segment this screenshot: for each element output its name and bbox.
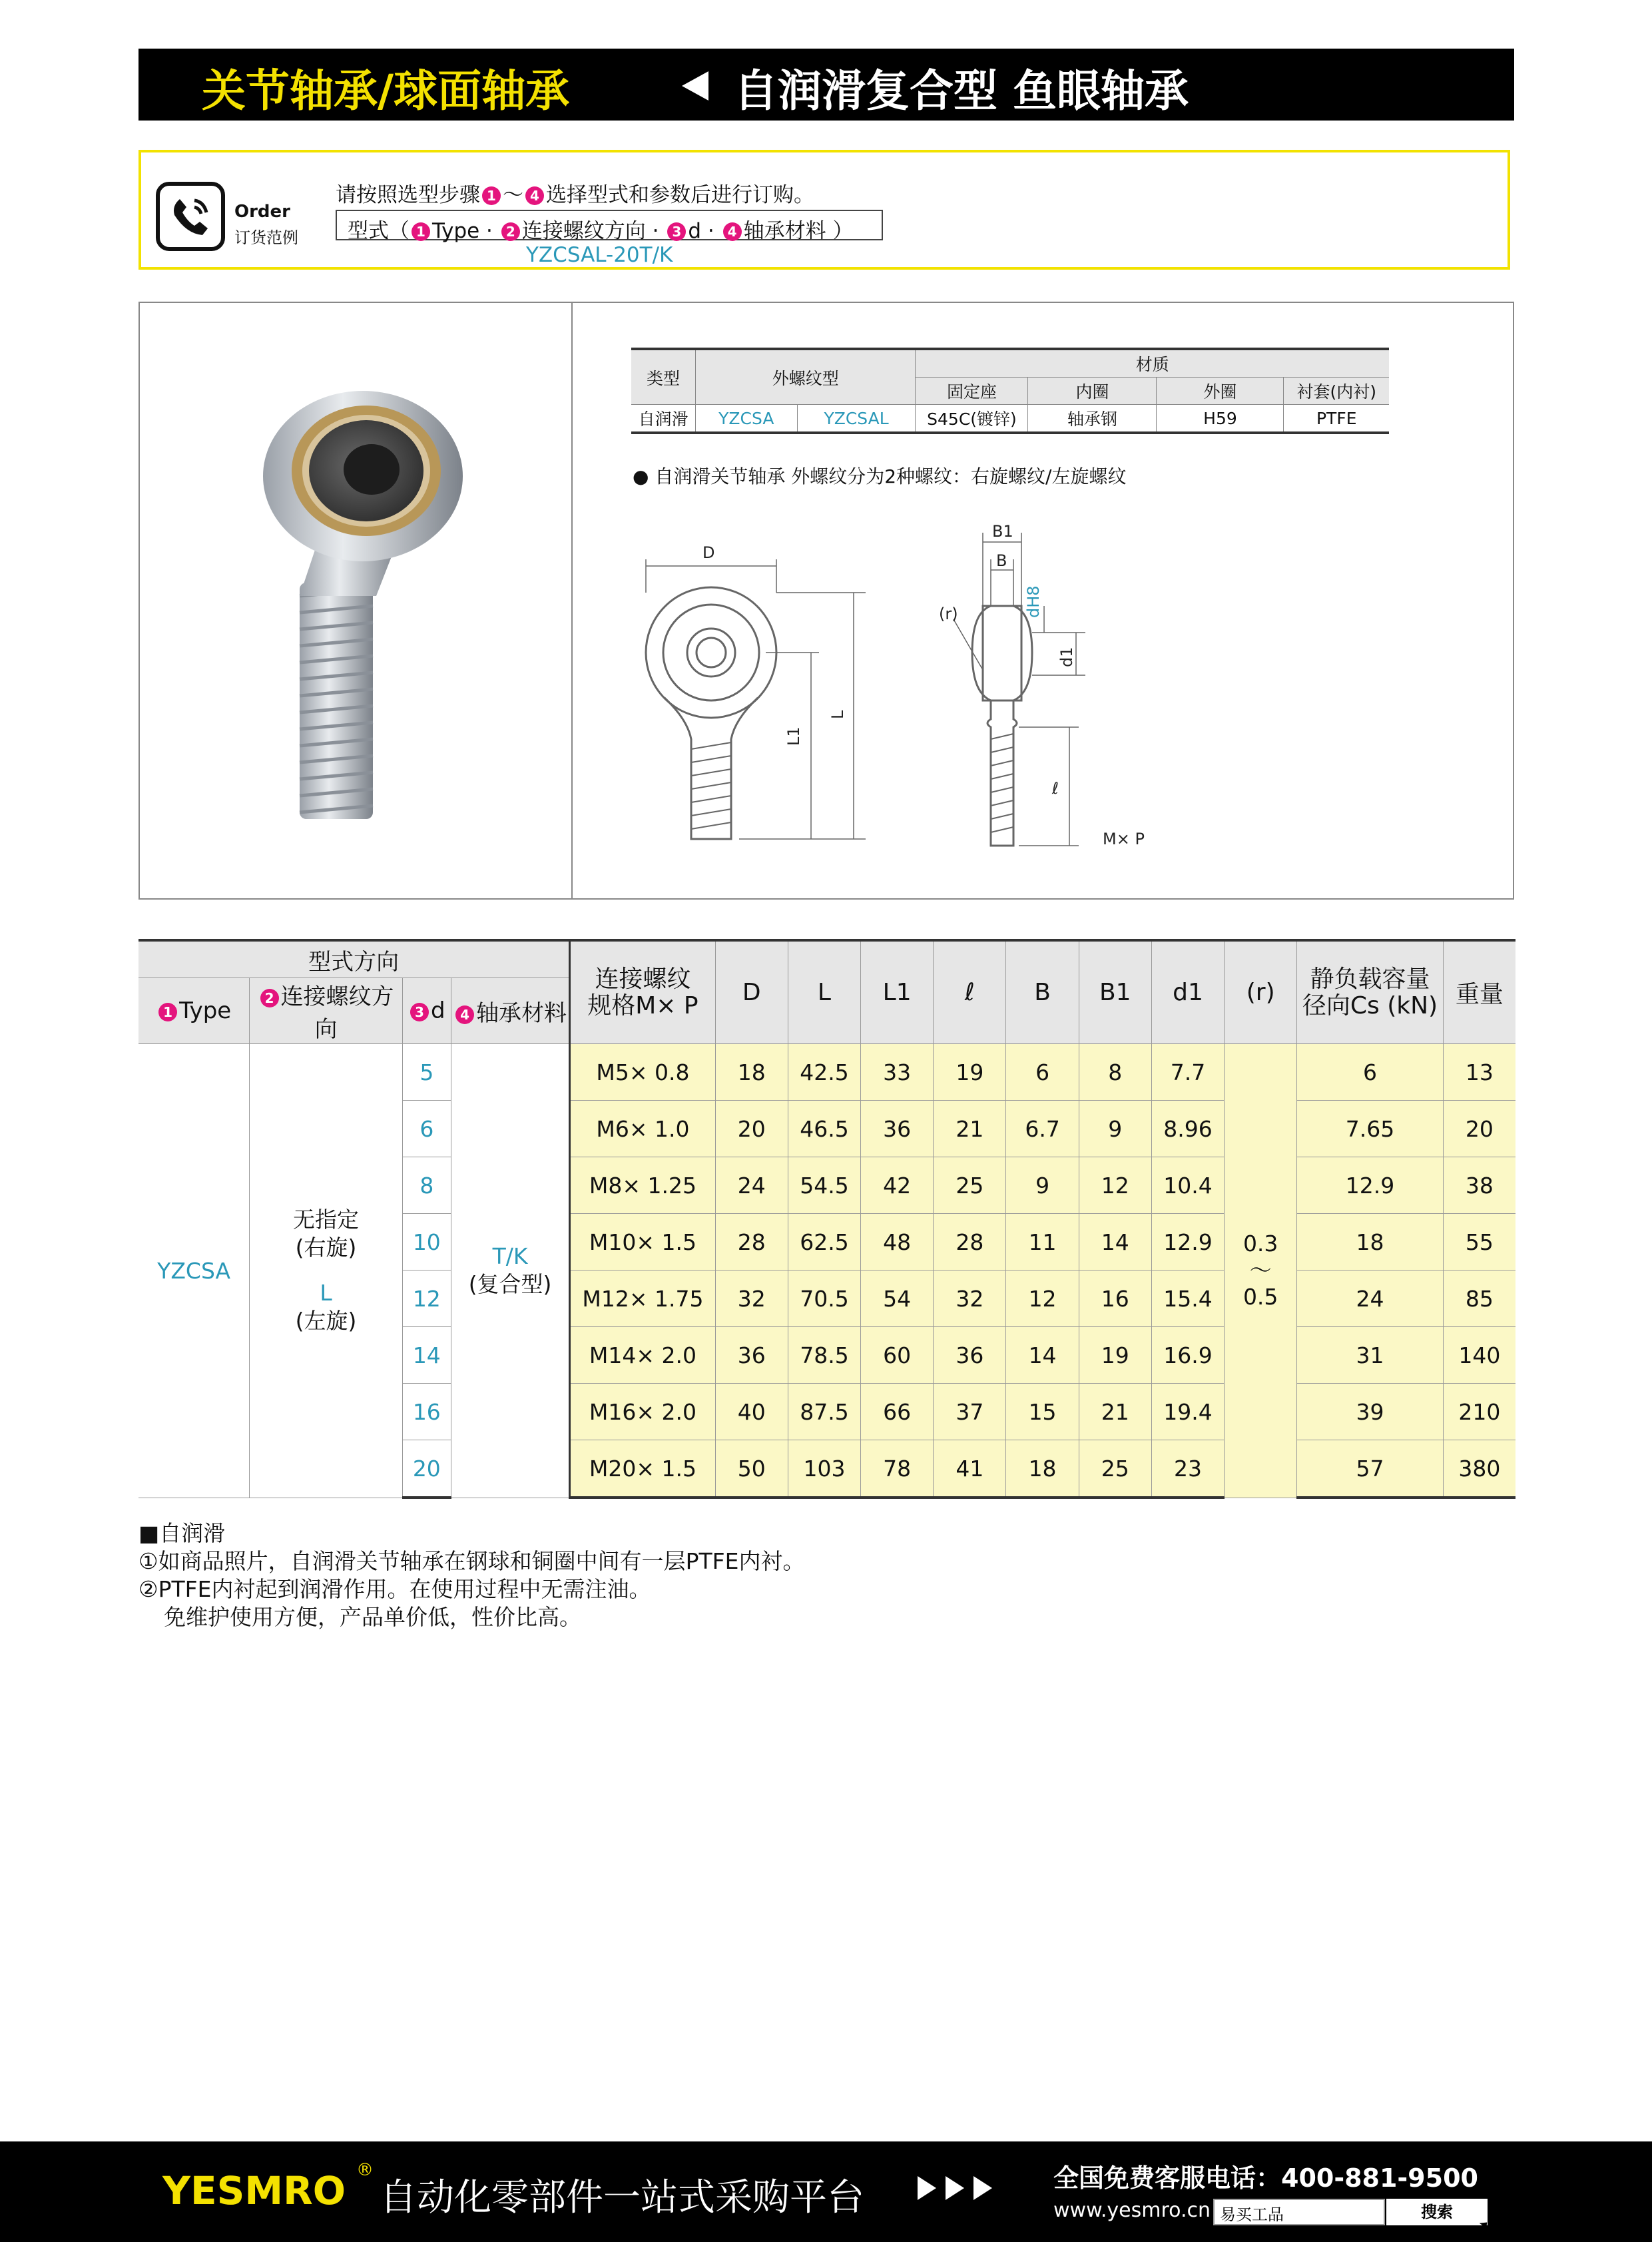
header-d-text: d: [431, 997, 445, 1024]
direction-L: L: [320, 1280, 332, 1306]
cell-outer: H59: [1157, 405, 1284, 433]
cell-l: 41: [934, 1440, 1006, 1498]
instruction-text-c: 选择型式和参数后进行订购。: [546, 183, 814, 207]
cell-L1: 48: [861, 1214, 934, 1270]
cell-D: 20: [715, 1101, 788, 1157]
header-D: D: [715, 940, 788, 1044]
order-instruction: [336, 178, 814, 208]
cell-code-right: YZCSA: [696, 405, 798, 433]
cell-l: 19: [934, 1044, 1006, 1101]
dim-D: D: [702, 543, 715, 562]
header-material: 材质: [916, 349, 1389, 378]
triangle-left-icon: [682, 71, 708, 101]
cell-L1: 60: [861, 1327, 934, 1384]
header-B: B: [1006, 940, 1079, 1044]
header-ell: ℓ: [934, 940, 1006, 1044]
cell-B1: 12: [1079, 1157, 1151, 1214]
cell-L1: 66: [861, 1384, 934, 1440]
cell-B: 11: [1006, 1214, 1079, 1270]
cell-B1: 25: [1079, 1440, 1151, 1498]
dim-d1: d1: [1057, 647, 1076, 667]
cell-weight: 13: [1443, 1044, 1515, 1101]
step-2-badge: 2: [260, 989, 279, 1007]
cell-r: [1225, 1044, 1297, 1498]
format-text-d: d ·: [688, 219, 714, 243]
dim-r: (r): [939, 605, 958, 623]
instruction-text-a: 请按照选型步骤: [336, 183, 480, 207]
search-input[interactable]: [1213, 2199, 1385, 2225]
cell-B1: 19: [1079, 1327, 1151, 1384]
cell-direction: [250, 1044, 402, 1498]
format-text-a: 型式（: [348, 219, 410, 243]
header-type-text: Type: [179, 997, 232, 1024]
material-desc: (复合型): [468, 1271, 552, 1298]
cell-load: 57: [1297, 1440, 1443, 1498]
order-example-code: YZCSAL-20T/K: [526, 243, 673, 267]
table-row: [138, 1044, 1515, 1101]
cell-load: 12.9: [1297, 1157, 1443, 1214]
notes-title: ■自润滑: [138, 1520, 226, 1546]
spec-body: [138, 1044, 1515, 1498]
dim-B1: B1: [992, 522, 1013, 541]
cell-weight: 85: [1443, 1270, 1515, 1327]
instruction-text-b: ～: [503, 183, 523, 207]
cell-l: 25: [934, 1157, 1006, 1214]
order-label-cn: 订货范例: [234, 228, 298, 247]
dim-MP: M× P: [1103, 830, 1145, 848]
cell-B: 9: [1006, 1157, 1079, 1214]
cell-load: 39: [1297, 1384, 1443, 1440]
cell-thread-spec: M10× 1.5: [570, 1214, 715, 1270]
header-seat: 固定座: [916, 378, 1028, 405]
cell-B: 6: [1006, 1044, 1079, 1101]
thread-note: ● 自润滑关节轴承 外螺纹分为2种螺纹：右旋螺纹/左旋螺纹: [633, 465, 1127, 487]
cell-load: 31: [1297, 1327, 1443, 1384]
search-input-value: 易买工品: [1220, 2205, 1284, 2224]
panel-divider: [571, 302, 573, 900]
cell-L1: 36: [861, 1101, 934, 1157]
cell-bearing-material: [451, 1044, 569, 1498]
cell-B1: 21: [1079, 1384, 1151, 1440]
direction-left: (左旋): [295, 1308, 357, 1334]
cell-d: 8: [402, 1157, 451, 1214]
step-1-badge: 1: [482, 186, 501, 205]
note-line-1: ①如商品照片，自润滑关节轴承在钢球和铜圈中间有一层PTFE内衬。: [138, 1548, 805, 1574]
cell-thread-spec: M12× 1.75: [570, 1270, 715, 1327]
cell-d1: 23: [1151, 1440, 1224, 1498]
cell-weight: 20: [1443, 1101, 1515, 1157]
step-4-badge: 4: [455, 1005, 474, 1024]
cell-d: 10: [402, 1214, 451, 1270]
cell-l: 37: [934, 1384, 1006, 1440]
cell-B1: 9: [1079, 1101, 1151, 1157]
cell-L: 62.5: [788, 1214, 860, 1270]
cell-d1: 10.4: [1151, 1157, 1224, 1214]
cell-d: 16: [402, 1384, 451, 1440]
cell-B1: 8: [1079, 1044, 1151, 1101]
direction-right: (右旋): [295, 1235, 357, 1261]
cell-B1: 14: [1079, 1214, 1151, 1270]
cell-D: 28: [715, 1214, 788, 1270]
cell-B: 12: [1006, 1270, 1079, 1327]
spec-table: [138, 939, 1515, 1499]
header-d: [402, 978, 451, 1044]
rod-end-photo: [260, 383, 479, 836]
header-inner: 内圈: [1028, 378, 1157, 405]
cell-load: 6: [1297, 1044, 1443, 1101]
materials-row: [631, 405, 1389, 433]
brand-logo[interactable]: YESMRO: [162, 2168, 346, 2213]
step-1-badge: 1: [412, 222, 430, 241]
cell-weight: 380: [1443, 1440, 1515, 1498]
page-header: [138, 49, 1514, 121]
step-3-badge: 3: [410, 1003, 429, 1021]
phone-icon: [156, 182, 225, 251]
cell-load: 18: [1297, 1214, 1443, 1270]
header-title-right: 自润滑复合型 鱼眼轴承: [734, 65, 1189, 117]
header-thread: 外螺纹型: [696, 349, 916, 405]
cell-B: 14: [1006, 1327, 1079, 1384]
materials-table: [631, 348, 1389, 434]
direction-default: 无指定: [293, 1207, 360, 1233]
hotline-text: 全国免费客服电话：400-881-9500: [1053, 2163, 1478, 2193]
order-format-box: [336, 210, 883, 243]
header-r: (r): [1225, 940, 1297, 1044]
cell-L: 70.5: [788, 1270, 860, 1327]
materials-header-row: [631, 349, 1389, 378]
registered-mark: ®: [356, 2160, 374, 2180]
cell-thread-spec: M5× 0.8: [570, 1044, 715, 1101]
cell-code-left: YZCSAL: [797, 405, 916, 433]
r-tilde: ～: [1249, 1257, 1272, 1284]
cell-D: 24: [715, 1157, 788, 1214]
cell-l: 32: [934, 1270, 1006, 1327]
cell-D: 18: [715, 1044, 788, 1101]
cell-weight: 210: [1443, 1384, 1515, 1440]
cell-L1: 54: [861, 1270, 934, 1327]
dim-L1: L1: [784, 726, 803, 746]
cell-l: 28: [934, 1214, 1006, 1270]
format-text-c: 连接螺纹方向 ·: [521, 219, 659, 243]
site-url[interactable]: www.yesmro.cn: [1053, 2199, 1211, 2222]
dim-dH8: dH8: [1024, 585, 1043, 618]
order-format: [348, 214, 853, 244]
cell-B: 18: [1006, 1440, 1079, 1498]
search-button[interactable]: 搜索: [1386, 2199, 1488, 2225]
cell-d: 6: [402, 1101, 451, 1157]
cell-L: 42.5: [788, 1044, 860, 1101]
cell-L: 87.5: [788, 1384, 860, 1440]
cell-L: 54.5: [788, 1157, 860, 1214]
cell-weight: 140: [1443, 1327, 1515, 1384]
material-code: T/K: [492, 1243, 528, 1270]
order-label-en: Order: [234, 202, 290, 222]
notes-section: [138, 1520, 804, 1631]
cell-D: 36: [715, 1327, 788, 1384]
footer-banner: [0, 2141, 1652, 2242]
cell-L: 46.5: [788, 1101, 860, 1157]
header-liner: 衬套(内衬): [1284, 378, 1389, 405]
cell-thread-spec: M20× 1.5: [570, 1440, 715, 1498]
header-material-text: 轴承材料: [476, 999, 567, 1027]
spec-header-row-1: [138, 940, 1515, 978]
technical-drawing: [626, 519, 1159, 866]
cell-liner: PTFE: [1284, 405, 1389, 433]
cell-thread-spec: M6× 1.0: [570, 1101, 715, 1157]
cell-load: 24: [1297, 1270, 1443, 1327]
cell-D: 32: [715, 1270, 788, 1327]
note-line-2: ②PTFE内衬起到润滑作用。在使用过程中无需注油。: [138, 1576, 651, 1602]
cell-weight: 55: [1443, 1214, 1515, 1270]
cell-d1: 19.4: [1151, 1384, 1224, 1440]
thread-note-text: 自润滑关节轴承 外螺纹分为2种螺纹：右旋螺纹/左旋螺纹: [655, 465, 1127, 487]
header-group: 型式方向: [138, 940, 570, 978]
cell-type: YZCSA: [138, 1044, 250, 1498]
r-min: 0.3: [1242, 1231, 1278, 1257]
header-thread-spec: 连接螺纹 规格M× P: [570, 940, 715, 1044]
step-3-badge: 3: [667, 222, 686, 241]
cell-L: 103: [788, 1440, 860, 1498]
cell-l: 21: [934, 1101, 1006, 1157]
header-type: 类型: [631, 349, 696, 405]
cell-d1: 7.7: [1151, 1044, 1224, 1101]
cell-thread-spec: M8× 1.25: [570, 1157, 715, 1214]
step-1-badge: 1: [158, 1003, 177, 1021]
cell-d: 12: [402, 1270, 451, 1327]
cell-d1: 15.4: [1151, 1270, 1224, 1327]
header-d1: d1: [1151, 940, 1224, 1044]
step-2-badge: 2: [501, 222, 520, 241]
cell-B1: 16: [1079, 1270, 1151, 1327]
header-L: L: [788, 940, 860, 1044]
dim-L: L: [828, 710, 847, 719]
cell-seat: S45C(镀锌): [916, 405, 1028, 433]
arrows-icon: [918, 2176, 1001, 2203]
step-4-badge: 4: [723, 222, 742, 241]
cell-load: 7.65: [1297, 1101, 1443, 1157]
r-max: 0.5: [1242, 1284, 1278, 1310]
cell-L1: 42: [861, 1157, 934, 1214]
format-text-b: Type ·: [432, 219, 493, 243]
header-title-left: 关节轴承/球面轴承: [202, 65, 570, 117]
cell-d1: 8.96: [1151, 1101, 1224, 1157]
cell-L1: 78: [861, 1440, 934, 1498]
header-L1: L1: [861, 940, 934, 1044]
cell-type: 自润滑: [631, 405, 696, 433]
cell-d: 14: [402, 1327, 451, 1384]
footer-slogan: 自动化零部件一站式采购平台: [380, 2176, 864, 2219]
cell-d: 5: [402, 1044, 451, 1101]
cell-weight: 38: [1443, 1157, 1515, 1214]
order-example-box: [138, 150, 1510, 270]
cursor-icon: ➚: [1472, 2215, 1491, 2241]
cell-D: 40: [715, 1384, 788, 1440]
header-load: 静负载容量 径向Cs (kN): [1297, 940, 1443, 1044]
cell-d1: 12.9: [1151, 1214, 1224, 1270]
header-direction-text: 连接螺纹方向: [280, 983, 394, 1043]
header-outer: 外圈: [1157, 378, 1284, 405]
header-type: [138, 978, 250, 1044]
cell-thread-spec: M16× 2.0: [570, 1384, 715, 1440]
cell-thread-spec: M14× 2.0: [570, 1327, 715, 1384]
cell-L1: 33: [861, 1044, 934, 1101]
header-bearing-material: [451, 978, 569, 1044]
cell-D: 50: [715, 1440, 788, 1498]
cell-L: 78.5: [788, 1327, 860, 1384]
cell-l: 36: [934, 1327, 1006, 1384]
note-line-3: 免维护使用方便，产品单价低，性价比高。: [164, 1604, 581, 1630]
header-direction: [250, 978, 402, 1044]
cell-B: 15: [1006, 1384, 1079, 1440]
cell-d1: 16.9: [1151, 1327, 1224, 1384]
dim-ell: ℓ: [1052, 779, 1059, 798]
step-4-badge: 4: [525, 186, 544, 205]
header-B1: B1: [1079, 940, 1151, 1044]
format-text-e: 轴承材料 ）: [743, 219, 854, 243]
dim-B: B: [996, 551, 1007, 570]
header-weight: 重量: [1443, 940, 1515, 1044]
cell-d: 20: [402, 1440, 451, 1498]
cell-inner: 轴承钢: [1028, 405, 1157, 433]
cell-B: 6.7: [1006, 1101, 1079, 1157]
